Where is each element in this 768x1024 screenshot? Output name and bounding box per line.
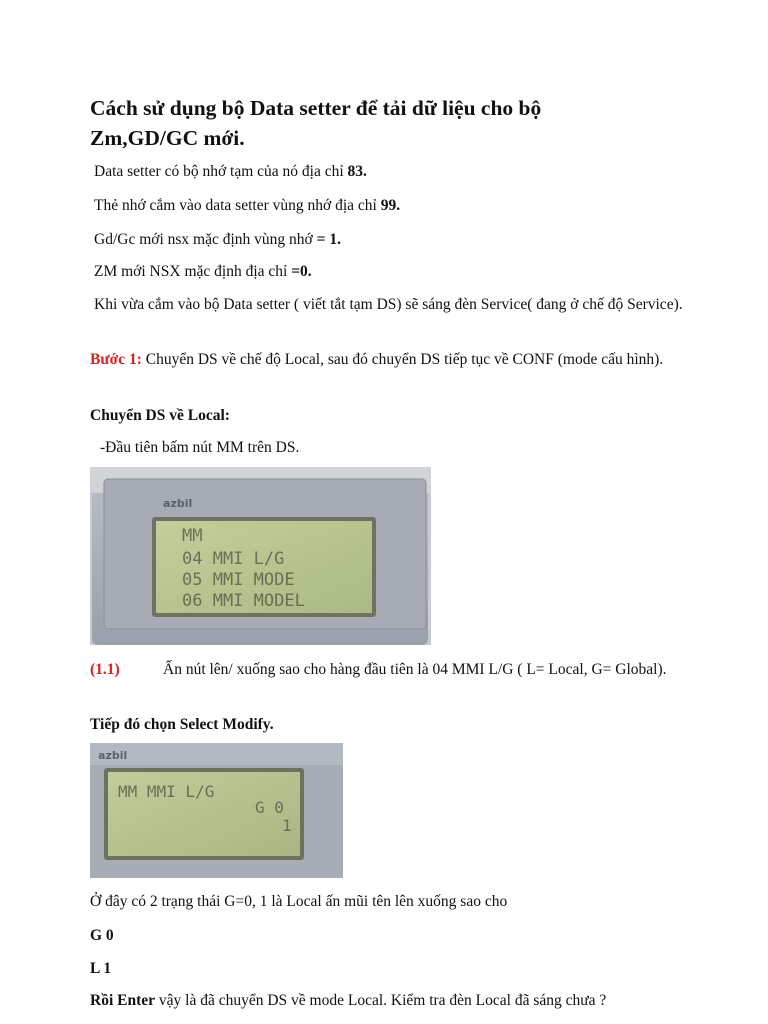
bold-value: 99. [380,197,401,214]
bold-value: =0. [291,263,312,280]
paragraph-states: Ở đây có 2 trạng thái G=0, 1 là Local ấn mũi tên lên xuống sao cho [90,893,508,910]
lcd-line-1: MM [182,526,203,546]
lcd-line-4: 06 MMI MODEL [182,591,305,611]
state-g0: G 0 [90,927,114,944]
lcd-photo-2 [90,743,343,878]
lcd-line-1: MM MMI L/G [118,782,215,801]
text: Data setter có bộ nhớ tạm của nó địa chỉ [94,163,348,180]
lcd-line-2: G 0 [255,798,284,817]
brand-logo: azbil [163,497,193,510]
bold-enter: Rồi Enter [90,992,156,1009]
paragraph-press-mm: -Đầu tiên bấm nút MM trên DS. [100,439,300,456]
heading-select-modify: Tiếp đó chọn Select Modify. [90,716,274,733]
bold-value: 83. [347,163,367,180]
step-label: Bước 1: [90,351,142,368]
paragraph-service-mode: Khi vừa cắm vào bộ Data setter ( viết tắt tạm DS) sẽ sáng đèn Service( đang ở chế độ Service). [94,296,683,313]
paragraph-memory-card [94,194,694,217]
substep-text: Ấn nút lên/ xuống sao cho hàng đầu tiên là 04 MMI L/G ( L= Local, G= Global). [163,661,667,678]
paragraph-gdgc-default [94,228,694,251]
paragraph-enter [90,989,730,1012]
heading-switch-local: Chuyển DS về Local: [90,407,230,424]
substep-number: (1.1) [90,661,120,678]
state-l1: L 1 [90,960,112,977]
paragraph-zm-default [94,260,694,283]
text: Thẻ nhớ cắm vào data setter vùng nhớ địa chỉ [94,197,381,214]
brand-logo: azbil [98,749,128,762]
lcd-photo-1 [90,467,431,645]
text: ZM mới NSX mặc định địa chỉ [94,263,292,280]
lcd-line-3: 05 MMI MODE [182,570,295,590]
step-text: Chuyển DS về chế độ Local, sau đó chuyển DS tiếp tục về CONF (mode cấu hình). [141,351,664,368]
lcd-photo-2-graphic [90,743,343,878]
lcd-photo-1-graphic [90,467,431,645]
bold-value: = 1. [316,231,341,248]
document-title: Cách sử dụng bộ Data setter để tải dữ liệu cho bộ Zm,GD/GC mới. [90,96,542,150]
lcd-line-3: 1 [282,816,292,835]
paragraph-temp-memory [94,160,694,183]
lcd-line-2: 04 MMI L/G [182,549,285,569]
text: vậy là đã chuyển DS về mode Local. Kiểm tra đèn Local đã sáng chưa ? [155,992,607,1009]
text: Gd/Gc mới nsx mặc định vùng nhớ [94,231,317,248]
paragraph-step-1 [90,348,690,371]
